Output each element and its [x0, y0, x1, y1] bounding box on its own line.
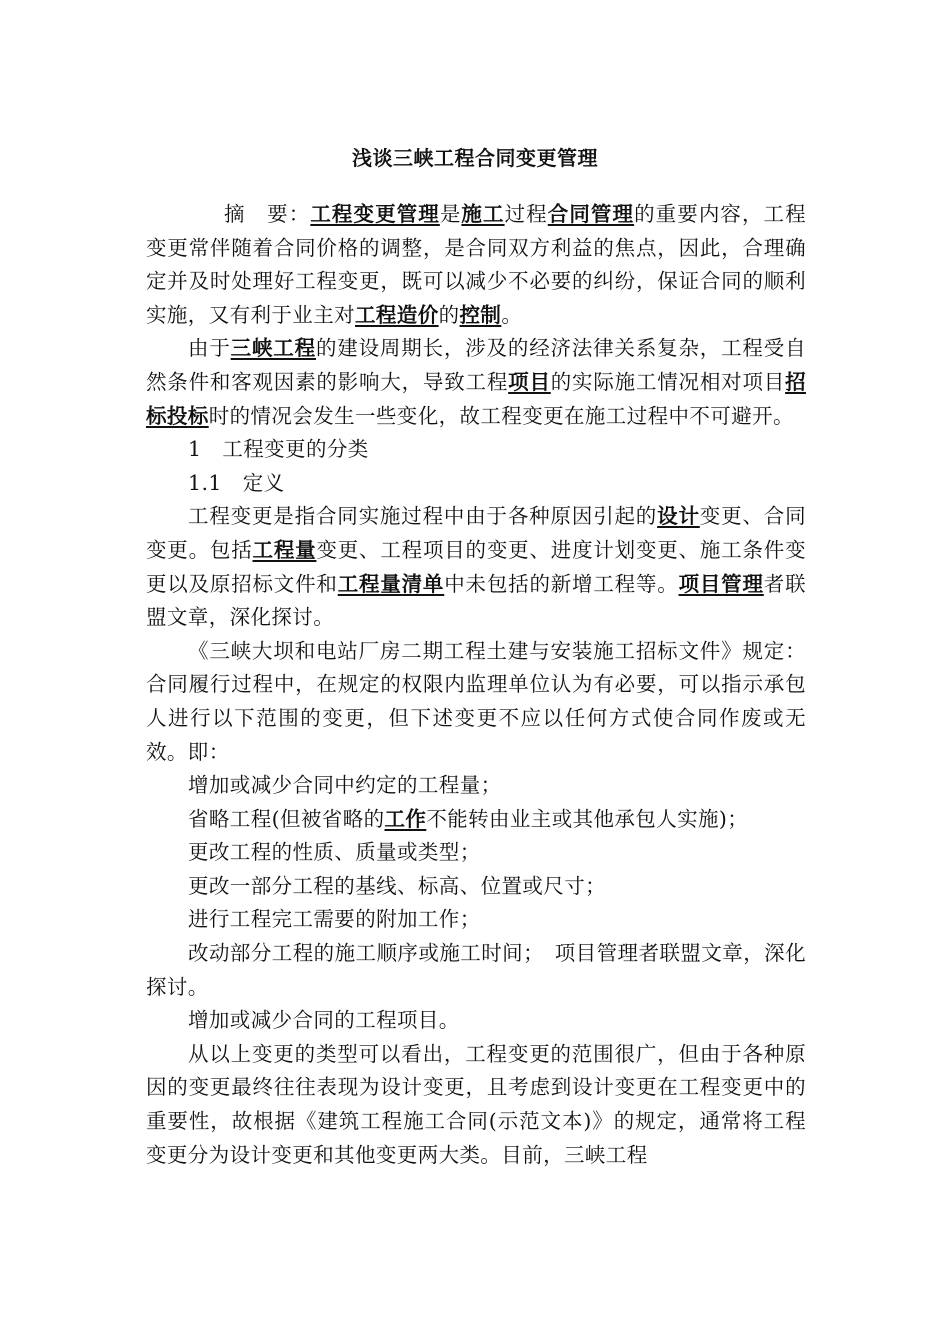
- keyword-link[interactable]: 项目管理: [678, 571, 764, 596]
- document-title: 浅谈三峡工程合同变更管理: [352, 146, 598, 170]
- body-paragraph: [146, 1004, 806, 1038]
- paragraph-text: 1.1 定义: [188, 470, 285, 495]
- paragraph-text: 增加或减少合同的工程项目。: [188, 1008, 460, 1033]
- body-paragraph: [146, 332, 806, 433]
- body-paragraph: [146, 467, 806, 501]
- keyword-link[interactable]: 工作: [384, 806, 427, 831]
- keyword-link[interactable]: 设计: [657, 504, 700, 529]
- paragraph-text: 工程变更是指合同实施过程中由于各种原因引起的: [188, 504, 658, 529]
- body-paragraph: [146, 836, 806, 870]
- paragraph-text: 1 工程变更的分类: [188, 437, 369, 462]
- paragraph-text: 增加或减少合同中约定的工程量；: [188, 773, 502, 798]
- paragraph-text: 更改一部分工程的基线、标高、位置或尺寸；: [188, 873, 606, 898]
- keyword-link[interactable]: 招标投标: [146, 369, 806, 428]
- document-body: [146, 198, 806, 1172]
- body-paragraph: [146, 803, 806, 837]
- body-paragraph: [146, 903, 806, 937]
- paragraph-text: 由于: [188, 336, 231, 361]
- paragraph-text: 的建设周期长，涉及的经济法律关系复杂，工程受自然条件和客观因素的影响大，导致工程: [146, 336, 806, 394]
- paragraph-text: 《三峡大坝和电站厂房二期工程土建与安装施工招标文件》规定：合同履行过程中，在规定的权限内监理单位认为有必要，可以指示承包人进行以下范围的变更，但下述变更不应以任何方式使合同作废或无效。即：: [146, 638, 806, 764]
- paragraph-text: 的重要内容，工程变更常伴随着合同价格的调整，是合同双方利益的焦点，因此，合理确定并及时处理好工程变更，既可以减少不必要的纠纷，保证合同的顺利实施，又有利于业主对: [146, 202, 807, 327]
- paragraph-text: 。: [501, 302, 523, 327]
- keyword-link[interactable]: 工程造价: [355, 302, 439, 327]
- body-paragraph: [146, 198, 806, 332]
- paragraph-text: 中未包括的新增工程等。: [444, 571, 679, 596]
- keyword-link[interactable]: 工程量: [252, 537, 317, 562]
- body-paragraph: [146, 937, 806, 1004]
- paragraph-text: 从以上变更的类型可以看出，工程变更的范围很广，但由于各种原因的变更最终往往表现为设计变更，且考虑到设计变更在工程变更中的重要性，故根据《建筑工程施工合同(示范文本)》的规定，通常将工程变更分为设计变更和其他变更两大类。目前，三峡工程: [146, 1041, 806, 1167]
- paragraph-text: 不能转由业主或其他承包人实施)；: [426, 806, 749, 831]
- keyword-link[interactable]: 工程变更管理: [310, 202, 440, 226]
- paragraph-text: 摘 要：: [224, 202, 311, 226]
- keyword-link[interactable]: 工程量清单: [337, 571, 445, 596]
- paragraph-text: 时的情况会发生一些变化，故工程变更在施工过程中不可避开。: [208, 403, 794, 428]
- paragraph-text: 更改工程的性质、质量或类型；: [188, 840, 481, 865]
- paragraph-text: 变更、工程项目的变更、进度计划变更、施工条件变更以及原招标文件和: [146, 537, 807, 596]
- body-paragraph: [146, 433, 806, 467]
- paragraph-text: 者联盟文章，深化探讨。: [146, 571, 806, 630]
- keyword-link[interactable]: 合同管理: [547, 202, 635, 226]
- keyword-link[interactable]: 施工: [461, 202, 505, 226]
- body-paragraph: [146, 870, 806, 904]
- body-paragraph: [146, 635, 806, 769]
- paragraph-text: 的: [438, 302, 460, 327]
- paragraph-text: 是: [439, 202, 462, 226]
- keyword-link[interactable]: 控制: [459, 302, 502, 327]
- body-paragraph: [146, 1038, 806, 1172]
- paragraph-text: 省略工程(但被省略的: [188, 806, 385, 831]
- paragraph-text: 过程: [504, 202, 548, 226]
- paragraph-text: 改动部分工程的施工顺序或施工时间； 项目管理者联盟文章，深化探讨。: [146, 941, 806, 999]
- keyword-link[interactable]: 项目: [508, 369, 551, 394]
- paragraph-text: 变更、合同变更。包括: [146, 504, 806, 562]
- body-paragraph: [146, 769, 806, 803]
- body-paragraph: [146, 500, 806, 634]
- keyword-link[interactable]: 三峡工程: [230, 336, 316, 361]
- paragraph-text: 的实际施工情况相对项目: [550, 369, 786, 394]
- paragraph-text: 进行工程完工需要的附加工作；: [188, 907, 481, 932]
